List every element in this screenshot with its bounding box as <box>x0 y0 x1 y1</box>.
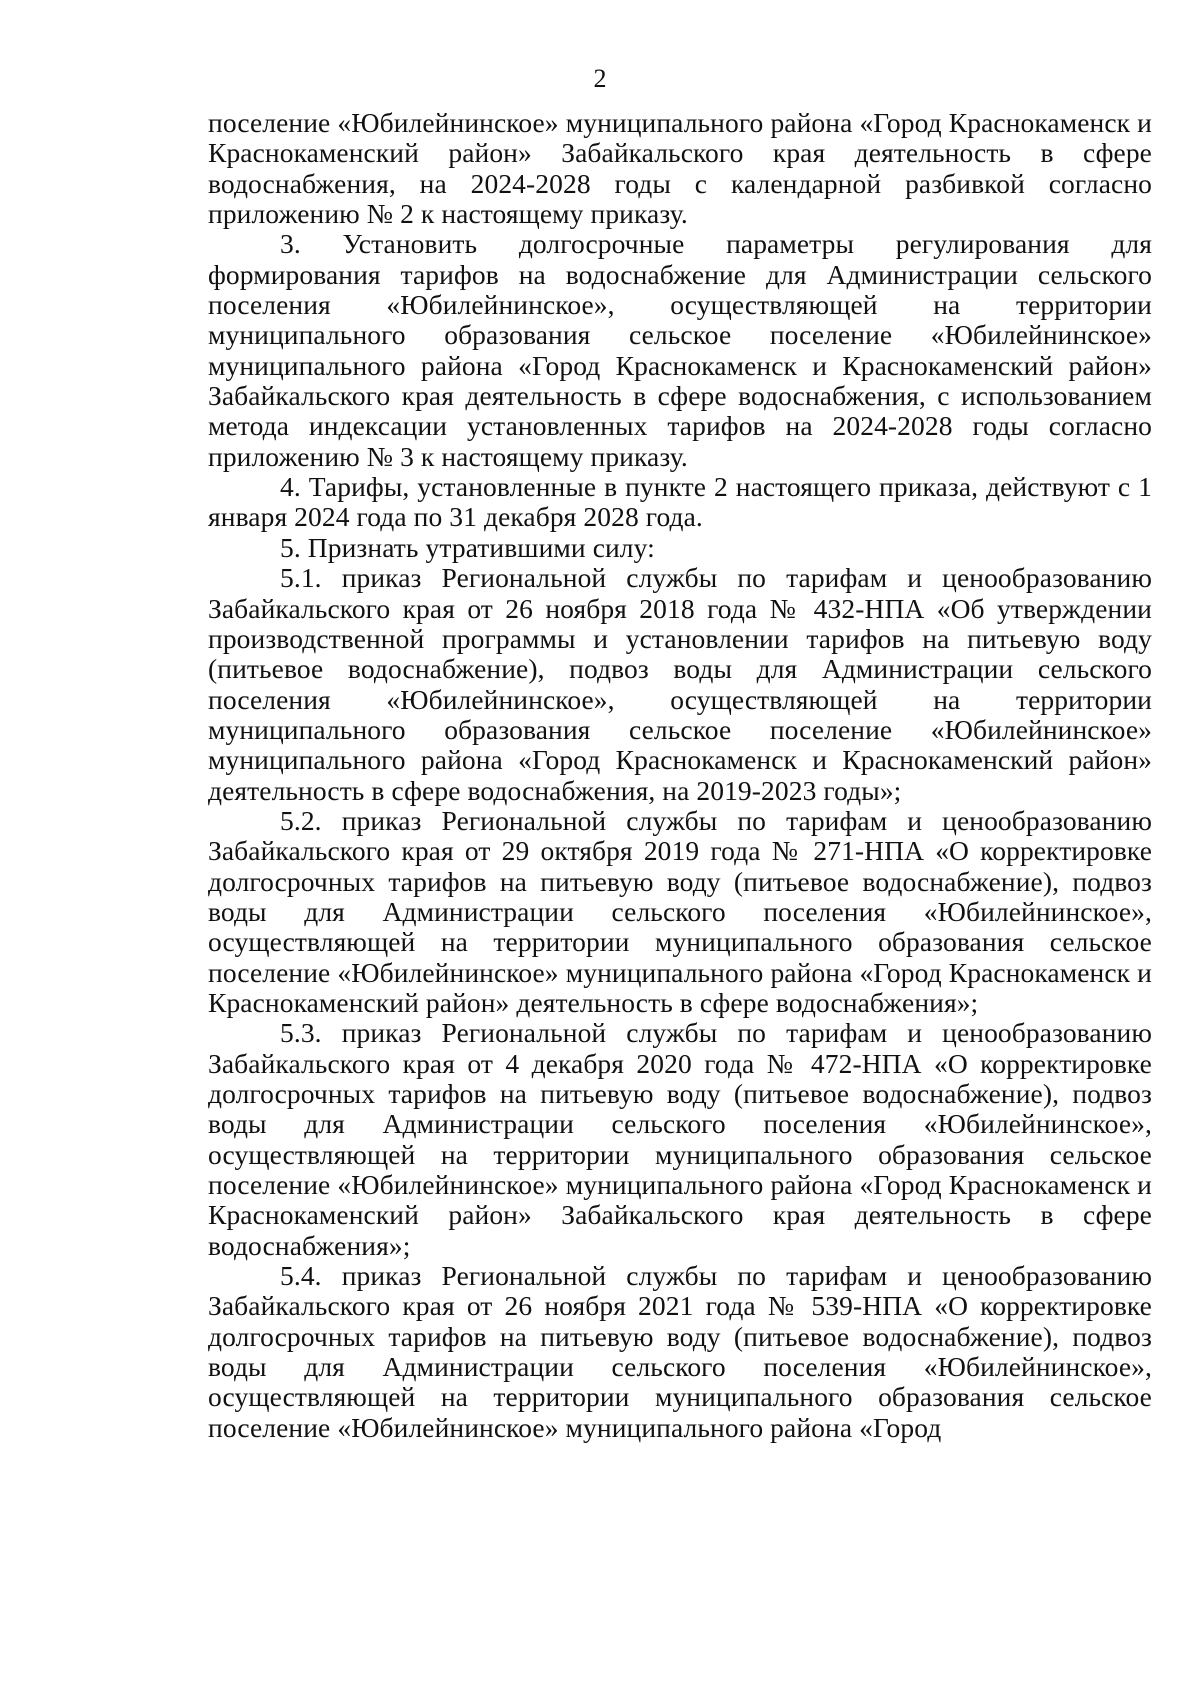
paragraph-item-5-2: 5.2. приказ Региональной службы по тарифам и ценообразованию Забайкальского края от 29 октября 2019 года № 271-НПА «О корректировке долгосрочных тарифов на питьевую воду (питьевое водоснабжение), подвоз воды для Администрации сельского поселения «Юбилейнинское», осуществляющей на территории муниципального образования сельское поселение «Юбилейнинское» муниципального района «Город Краснокаменск и Краснокаменский район» деятельность в сфере водоснабжения»; <box>208 804 1152 1018</box>
page-number: 2 <box>593 64 607 93</box>
paragraph-item-4: 4. Тарифы, установленные в пункте 2 настоящего приказа, действуют с 1 января 2024 года по 31 декабря 2028 года. <box>208 471 1152 533</box>
paragraph-item-5-4: 5.4. приказ Региональной службы по тарифам и ценообразованию Забайкальского края от 26 ноября 2021 года № 539-НПА «О корректировке долгосрочных тарифов на питьевую воду (питьевое водоснабжение), подвоз воды для Администрации сельского поселения «Юбилейнинское», осуществляющей на территории муниципального образования сельское поселение «Юбилейнинское» муниципального района «Город <box>208 1260 1152 1443</box>
paragraph-item-3: 3. Установить долгосрочные параметры регулирования для формирования тарифов на водоснабжение для Администрации сельского поселения «Юбилейнинское», осуществляющей на территории муниципального образования сельское поселение «Юбилейнинское» муниципального района «Город Краснокаменск и Краснокаменский район» Забайкальского края деятельность в сфере водоснабжения, с использованием метода индексации установленных тарифов на 2024-2028 годы согласно приложению № 3 к настоящему приказу. <box>208 228 1152 472</box>
paragraph-item-5-3: 5.3. приказ Региональной службы по тарифам и ценообразованию Забайкальского края от 4 декабря 2020 года № 472-НПА «О корректировке долгосрочных тарифов на питьевую воду (питьевое водоснабжение), подвоз воды для Администрации сельского поселения «Юбилейнинское», осуществляющей на территории муниципального образования сельское поселение «Юбилейнинское» муниципального района «Город Краснокаменск и Краснокаменский район» Забайкальского края деятельность в сфере водоснабжения»; <box>208 1017 1152 1261</box>
paragraph-item-5: 5. Признать утратившими силу: <box>280 531 655 563</box>
paragraph-item-5-1: 5.1. приказ Региональной службы по тарифам и ценообразованию Забайкальского края от 26 ноября 2018 года № 432-НПА «Об утверждении производственной программы и установлении тарифов на питьевую воду (питьевое водоснабжение), подвоз воды для Администрации сельского поселения «Юбилейнинское», осуществляющей на территории муниципального образования сельское поселение «Юбилейнинское» муниципального района «Город Краснокаменск и Краснокаменский район» деятельность в сфере водоснабжения, на 2019-2023 годы»; <box>208 562 1152 806</box>
paragraph-continuation: поселение «Юбилейнинское» муниципального района «Город Краснокаменск и Краснокаменский район» Забайкальского края деятельность в сфере водоснабжения, на 2024-2028 годы с календарной разбивкой согласно приложению № 2 к настоящему приказу. <box>208 107 1152 230</box>
document-body <box>208 108 1152 1443</box>
